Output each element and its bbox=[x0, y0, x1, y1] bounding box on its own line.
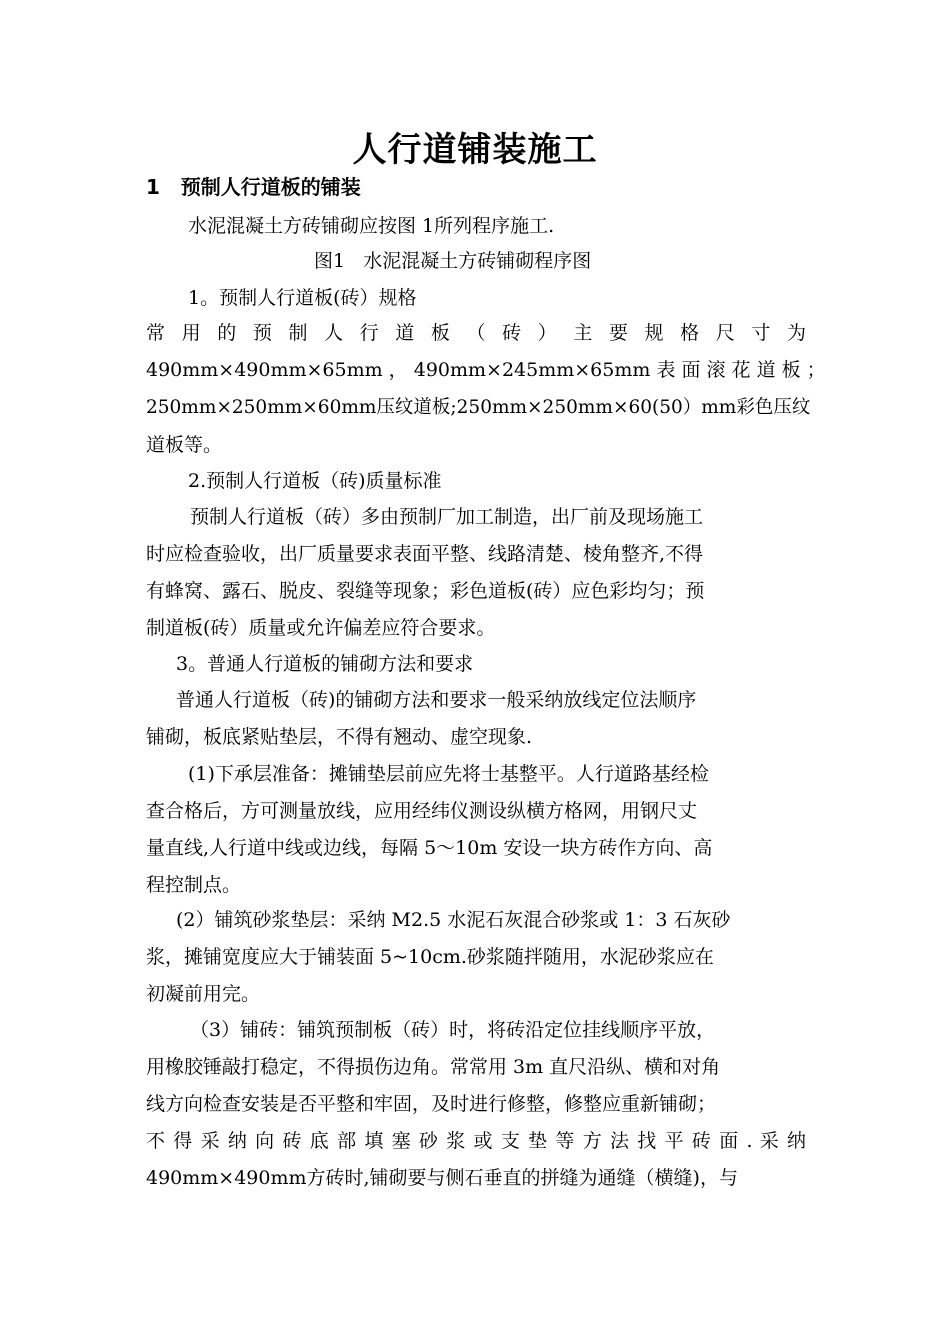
subsection-heading: 3。普通人行道板的铺砌方法和要求 bbox=[176, 653, 474, 675]
section-heading: 1 预制人行道板的铺装 bbox=[146, 175, 361, 199]
figure-caption: 图1 水泥混凝土方砖铺砌程序图 bbox=[314, 250, 592, 272]
paragraph-line: (2）铺筑砂浆垫层：采纳 M2.5 水泥石灰混合砂浆或 1：3 石灰砂 bbox=[176, 909, 731, 931]
paragraph-line: 250mm×250mm×60mm压纹道板;250mm×250mm×60(50）mm彩色压纹 bbox=[146, 397, 811, 418]
paragraph-line: 查合格后，方可测量放线，应用经纬仪测设纵横方格网，用钢尺丈 bbox=[146, 800, 698, 822]
paragraph-line: 490mm×490mm方砖时,铺砌要与侧石垂直的拼缝为通缝（横缝)，与 bbox=[146, 1167, 738, 1189]
paragraph-line: 不 得 采 纳 向 砖 底 部 填 塞 砂 浆 或 支 垫 等 方 法 找 平 砖 面 . 采 纳 bbox=[146, 1130, 806, 1152]
paragraph-line: 常 用 的 预 制 人 行 道 板 （ 砖 ） 主 要 规 格 尺 寸 为 bbox=[146, 322, 806, 344]
paragraph-line: 有蜂窝、露石、脱皮、裂缝等现象；彩色道板(砖）应色彩均匀；预 bbox=[146, 580, 705, 602]
paragraph-line: 时应检查验收，出厂质量要求表面平整、线路清楚、棱角整齐,不得 bbox=[146, 543, 704, 565]
paragraph-line: 490mm×490mm×65mm ， 490mm×245mm×65mm 表 面 滚 花 道 板 ； bbox=[146, 359, 826, 381]
paragraph-line: 道板等。 bbox=[146, 434, 223, 456]
intro-text: 水泥混凝土方砖铺砌应按图 1所列程序施工. bbox=[188, 215, 555, 237]
paragraph-line: 量直线,人行道中线或边线，每隔 5～10m 安设一块方砖作方向、高 bbox=[146, 837, 713, 859]
paragraph-line: 用橡胶锤敲打稳定，不得损伤边角。常常用 3m 直尺沿纵、横和对角 bbox=[146, 1056, 721, 1078]
paragraph-line: 浆，摊铺宽度应大于铺装面 5~10cm.砂浆随拌随用，水泥砂浆应在 bbox=[146, 946, 714, 968]
paragraph-line: 普通人行道板（砖)的铺砌方法和要求一般采纳放线定位法顺序 bbox=[176, 689, 697, 711]
paragraph-line: （3）铺砖：铺筑预制板（砖）时，将砖沿定位挂线顺序平放， bbox=[190, 1019, 716, 1041]
subsection-heading: 1。预制人行道板(砖）规格 bbox=[188, 287, 417, 309]
paragraph-line: 程控制点。 bbox=[146, 874, 242, 896]
document-title: 人行道铺装施工 bbox=[352, 130, 598, 170]
paragraph-line: 制道板(砖）质量或允许偏差应符合要求。 bbox=[146, 617, 496, 639]
paragraph-line: 线方向检查安装是否平整和牢固，及时进行修整，修整应重新铺砌； bbox=[146, 1093, 717, 1115]
paragraph-line: 铺砌，板底紧贴垫层，不得有翘动、虚空现象. bbox=[146, 726, 533, 748]
subsection-heading: 2.预制人行道板（砖)质量标准 bbox=[188, 470, 442, 492]
paragraph-line: 预制人行道板（砖）多由预制厂加工制造，出厂前及现场施工 bbox=[190, 506, 704, 528]
paragraph-line: 初凝前用完。 bbox=[146, 983, 261, 1005]
paragraph-line: (1)下承层准备：摊铺垫层前应先将士基整平。人行道路基经检 bbox=[188, 763, 709, 785]
